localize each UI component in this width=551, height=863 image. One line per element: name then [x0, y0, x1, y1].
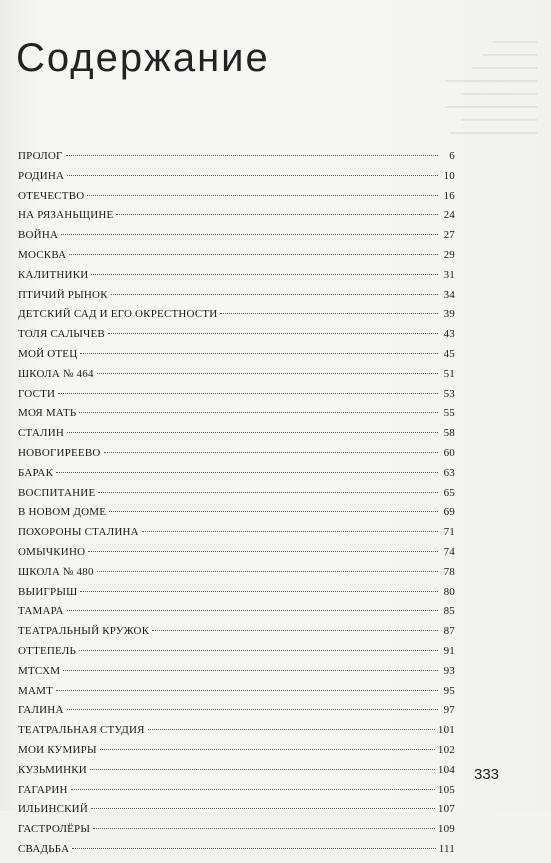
dot-leader — [56, 472, 438, 473]
toc-entry-page: 102 — [437, 743, 455, 756]
toc-entry-page: 16 — [443, 189, 455, 202]
toc-entry — [18, 269, 455, 289]
dot-leader — [67, 709, 438, 710]
dot-leader — [104, 452, 438, 453]
toc-entry — [18, 823, 455, 843]
toc-entry — [18, 566, 455, 586]
dot-leader — [100, 749, 435, 750]
toc-entry-title: МОЙ ОТЕЦ — [18, 347, 78, 360]
toc-entry-title: ОТЕЧЕСТВО — [18, 189, 85, 202]
toc-entry-page: 105 — [437, 783, 455, 796]
toc-entry — [18, 685, 455, 705]
toc-entry-page: 58 — [443, 427, 455, 440]
toc-entry-page: 34 — [443, 288, 455, 301]
dot-leader — [111, 294, 438, 295]
toc-entry — [18, 328, 455, 348]
dot-leader — [91, 274, 438, 275]
toc-entry-page: 65 — [443, 486, 455, 499]
dot-leader — [56, 690, 438, 691]
dot-leader — [66, 155, 438, 156]
dot-leader — [71, 789, 435, 790]
toc-entry — [18, 388, 455, 408]
toc-entry-title: СТАЛИН — [18, 427, 65, 440]
dot-leader — [72, 848, 435, 849]
toc-entry-page: 107 — [437, 803, 455, 816]
toc-entry-page: 6 — [449, 150, 455, 162]
dot-leader — [116, 214, 438, 215]
toc-entry — [18, 764, 455, 784]
toc-entry-title: КУЗЬМИНКИ — [18, 763, 87, 776]
toc-entry — [18, 586, 455, 606]
toc-entry-page: 53 — [443, 387, 455, 400]
dot-leader — [69, 254, 438, 255]
toc-entry — [18, 526, 455, 546]
toc-entry-title: ТАМАРА — [18, 605, 64, 618]
toc-entry-title: ГАГАРИН — [18, 783, 68, 796]
dot-leader — [80, 591, 438, 592]
toc-entry — [18, 546, 455, 566]
dot-leader — [97, 571, 438, 572]
toc-entry-page: 95 — [443, 684, 455, 697]
toc-entry-page: 55 — [443, 407, 455, 420]
toc-entry — [18, 843, 455, 863]
toc-entry — [18, 150, 455, 170]
toc-entry-page: 71 — [443, 526, 455, 539]
dot-leader — [152, 630, 438, 631]
toc-entry-page: 45 — [443, 347, 455, 360]
page-title: Содержание — [16, 36, 270, 80]
toc-entry-title: СВАДЬБА — [18, 842, 70, 855]
dot-leader — [63, 670, 438, 671]
toc-entry-title: МТСХМ — [18, 664, 61, 677]
dot-leader — [79, 412, 438, 413]
dot-leader — [61, 234, 438, 235]
dot-leader — [98, 492, 438, 493]
dot-leader — [58, 393, 438, 394]
toc-entry-page: 80 — [443, 585, 455, 598]
dot-leader — [90, 769, 435, 770]
toc-entry — [18, 506, 455, 526]
toc-entry-page: 93 — [443, 664, 455, 677]
dot-leader — [109, 511, 438, 512]
toc-entry — [18, 249, 455, 269]
toc-entry — [18, 190, 455, 210]
toc-entry-page: 27 — [443, 229, 455, 242]
toc-entry-page: 101 — [437, 724, 455, 737]
dot-leader — [142, 531, 438, 532]
toc-entry-page: 74 — [443, 545, 455, 558]
toc-entry-title: ПОХОРОНЫ СТАЛИНА — [18, 526, 139, 539]
toc-entry-page: 91 — [443, 644, 455, 657]
toc-entry-title: ВОСПИТАНИЕ — [18, 486, 96, 499]
toc-entry-title: ТЕАТРАЛЬНЫЙ КРУЖОК — [18, 625, 150, 638]
toc-entry — [18, 308, 455, 328]
toc-entry-title: ГАСТРОЛЁРЫ — [18, 823, 91, 836]
toc-entry — [18, 803, 455, 823]
dot-leader — [220, 313, 438, 314]
toc-entry-page: 10 — [443, 169, 455, 182]
toc-entry — [18, 209, 455, 229]
dot-leader — [67, 175, 438, 176]
toc-entry — [18, 427, 455, 447]
toc-entry — [18, 407, 455, 427]
toc-entry-title: НОВОГИРЕЕВО — [18, 446, 101, 459]
dot-leader — [79, 650, 438, 651]
dot-leader — [93, 828, 435, 829]
toc-entry-page: 85 — [443, 605, 455, 618]
toc-entry-page: 104 — [437, 763, 455, 776]
toc-entry-title: РОДИНА — [18, 169, 65, 182]
toc-entry — [18, 170, 455, 190]
table-of-contents — [18, 150, 455, 863]
toc-entry-title: ВЫИГРЫШ — [18, 585, 78, 598]
dot-leader — [67, 610, 438, 611]
toc-entry-page: 43 — [443, 328, 455, 341]
toc-entry-title: ОМЫЧКИНО — [18, 545, 86, 558]
toc-entry-title: КАЛИТНИКИ — [18, 268, 89, 281]
toc-entry-page: 78 — [443, 565, 455, 578]
toc-entry-title: ПРОЛОГ — [18, 150, 63, 162]
toc-entry — [18, 467, 455, 487]
toc-entry-title: ОТТЕПЕЛЬ — [18, 644, 76, 657]
toc-entry-title: ШКОЛА № 480 — [18, 565, 94, 578]
toc-entry-page: 111 — [438, 842, 455, 855]
toc-entry — [18, 724, 455, 744]
toc-entry-page: 31 — [443, 268, 455, 281]
toc-entry — [18, 289, 455, 309]
toc-entry-page: 29 — [443, 248, 455, 261]
toc-entry — [18, 229, 455, 249]
toc-entry-title: ТЕАТРАЛЬНАЯ СТУДИЯ — [18, 724, 145, 737]
toc-entry-title: МОИ КУМИРЫ — [18, 743, 97, 756]
toc-entry — [18, 447, 455, 467]
toc-entry — [18, 744, 455, 764]
dot-leader — [91, 808, 435, 809]
toc-entry-title: ДЕТСКИЙ САД И ЕГО ОКРЕСТНОСТИ — [18, 308, 218, 321]
toc-entry-page: 69 — [443, 506, 455, 519]
toc-entry-title: ВОЙНА — [18, 229, 59, 242]
dot-leader — [97, 373, 438, 374]
toc-entry-page: 87 — [443, 625, 455, 638]
toc-entry-title: МОСКВА — [18, 248, 67, 261]
toc-entry — [18, 487, 455, 507]
toc-entry-page: 24 — [443, 209, 455, 222]
toc-entry-page: 109 — [437, 823, 455, 836]
toc-entry — [18, 645, 455, 665]
dot-leader — [88, 551, 438, 552]
toc-entry — [18, 605, 455, 625]
toc-entry — [18, 704, 455, 724]
toc-entry-title: ТОЛЯ САЛЫЧЕВ — [18, 328, 105, 341]
toc-entry-title: ПТИЧИЙ РЫНОК — [18, 288, 108, 301]
toc-entry-page: 51 — [443, 367, 455, 380]
dot-leader — [148, 729, 435, 730]
toc-entry-title: МОЯ МАТЬ — [18, 407, 77, 420]
dot-leader — [80, 353, 438, 354]
toc-entry — [18, 348, 455, 368]
toc-entry-title: ШКОЛА № 464 — [18, 367, 94, 380]
toc-entry-page: 39 — [443, 308, 455, 321]
bleed-through-text: ━━━━━━━━ ━━━━━━━━━━ ━━━━━━━━━━━━ ━━━━━━━━━━━━━━━━━ ━━━━━━━━━━━━━━ ━━━━━━━━━━━━━━━━━ ━━━━━━━━━━━━━━ ━━━━━━━━━━━━━━━━ — [444, 37, 537, 138]
dot-leader — [67, 432, 438, 433]
page-number: 333 — [474, 766, 500, 783]
dot-leader — [87, 195, 438, 196]
toc-entry — [18, 625, 455, 645]
toc-entry-title: ГАЛИНА — [18, 704, 64, 717]
toc-entry — [18, 784, 455, 804]
toc-entry-page: 63 — [443, 466, 455, 479]
toc-entry-title: БАРАК — [18, 466, 54, 479]
toc-entry-title: ГОСТИ — [18, 387, 56, 400]
toc-entry-page: 97 — [443, 704, 455, 717]
toc-entry-title: НА РЯЗАНЬЩИНЕ — [18, 209, 114, 222]
toc-entry-title: МАМТ — [18, 684, 54, 697]
toc-entry-page: 60 — [443, 446, 455, 459]
toc-entry — [18, 368, 455, 388]
toc-entry — [18, 665, 455, 685]
dot-leader — [108, 333, 438, 334]
toc-entry-title: ИЛЬИНСКИЙ — [18, 803, 88, 816]
toc-entry-title: В НОВОМ ДОМЕ — [18, 506, 107, 519]
